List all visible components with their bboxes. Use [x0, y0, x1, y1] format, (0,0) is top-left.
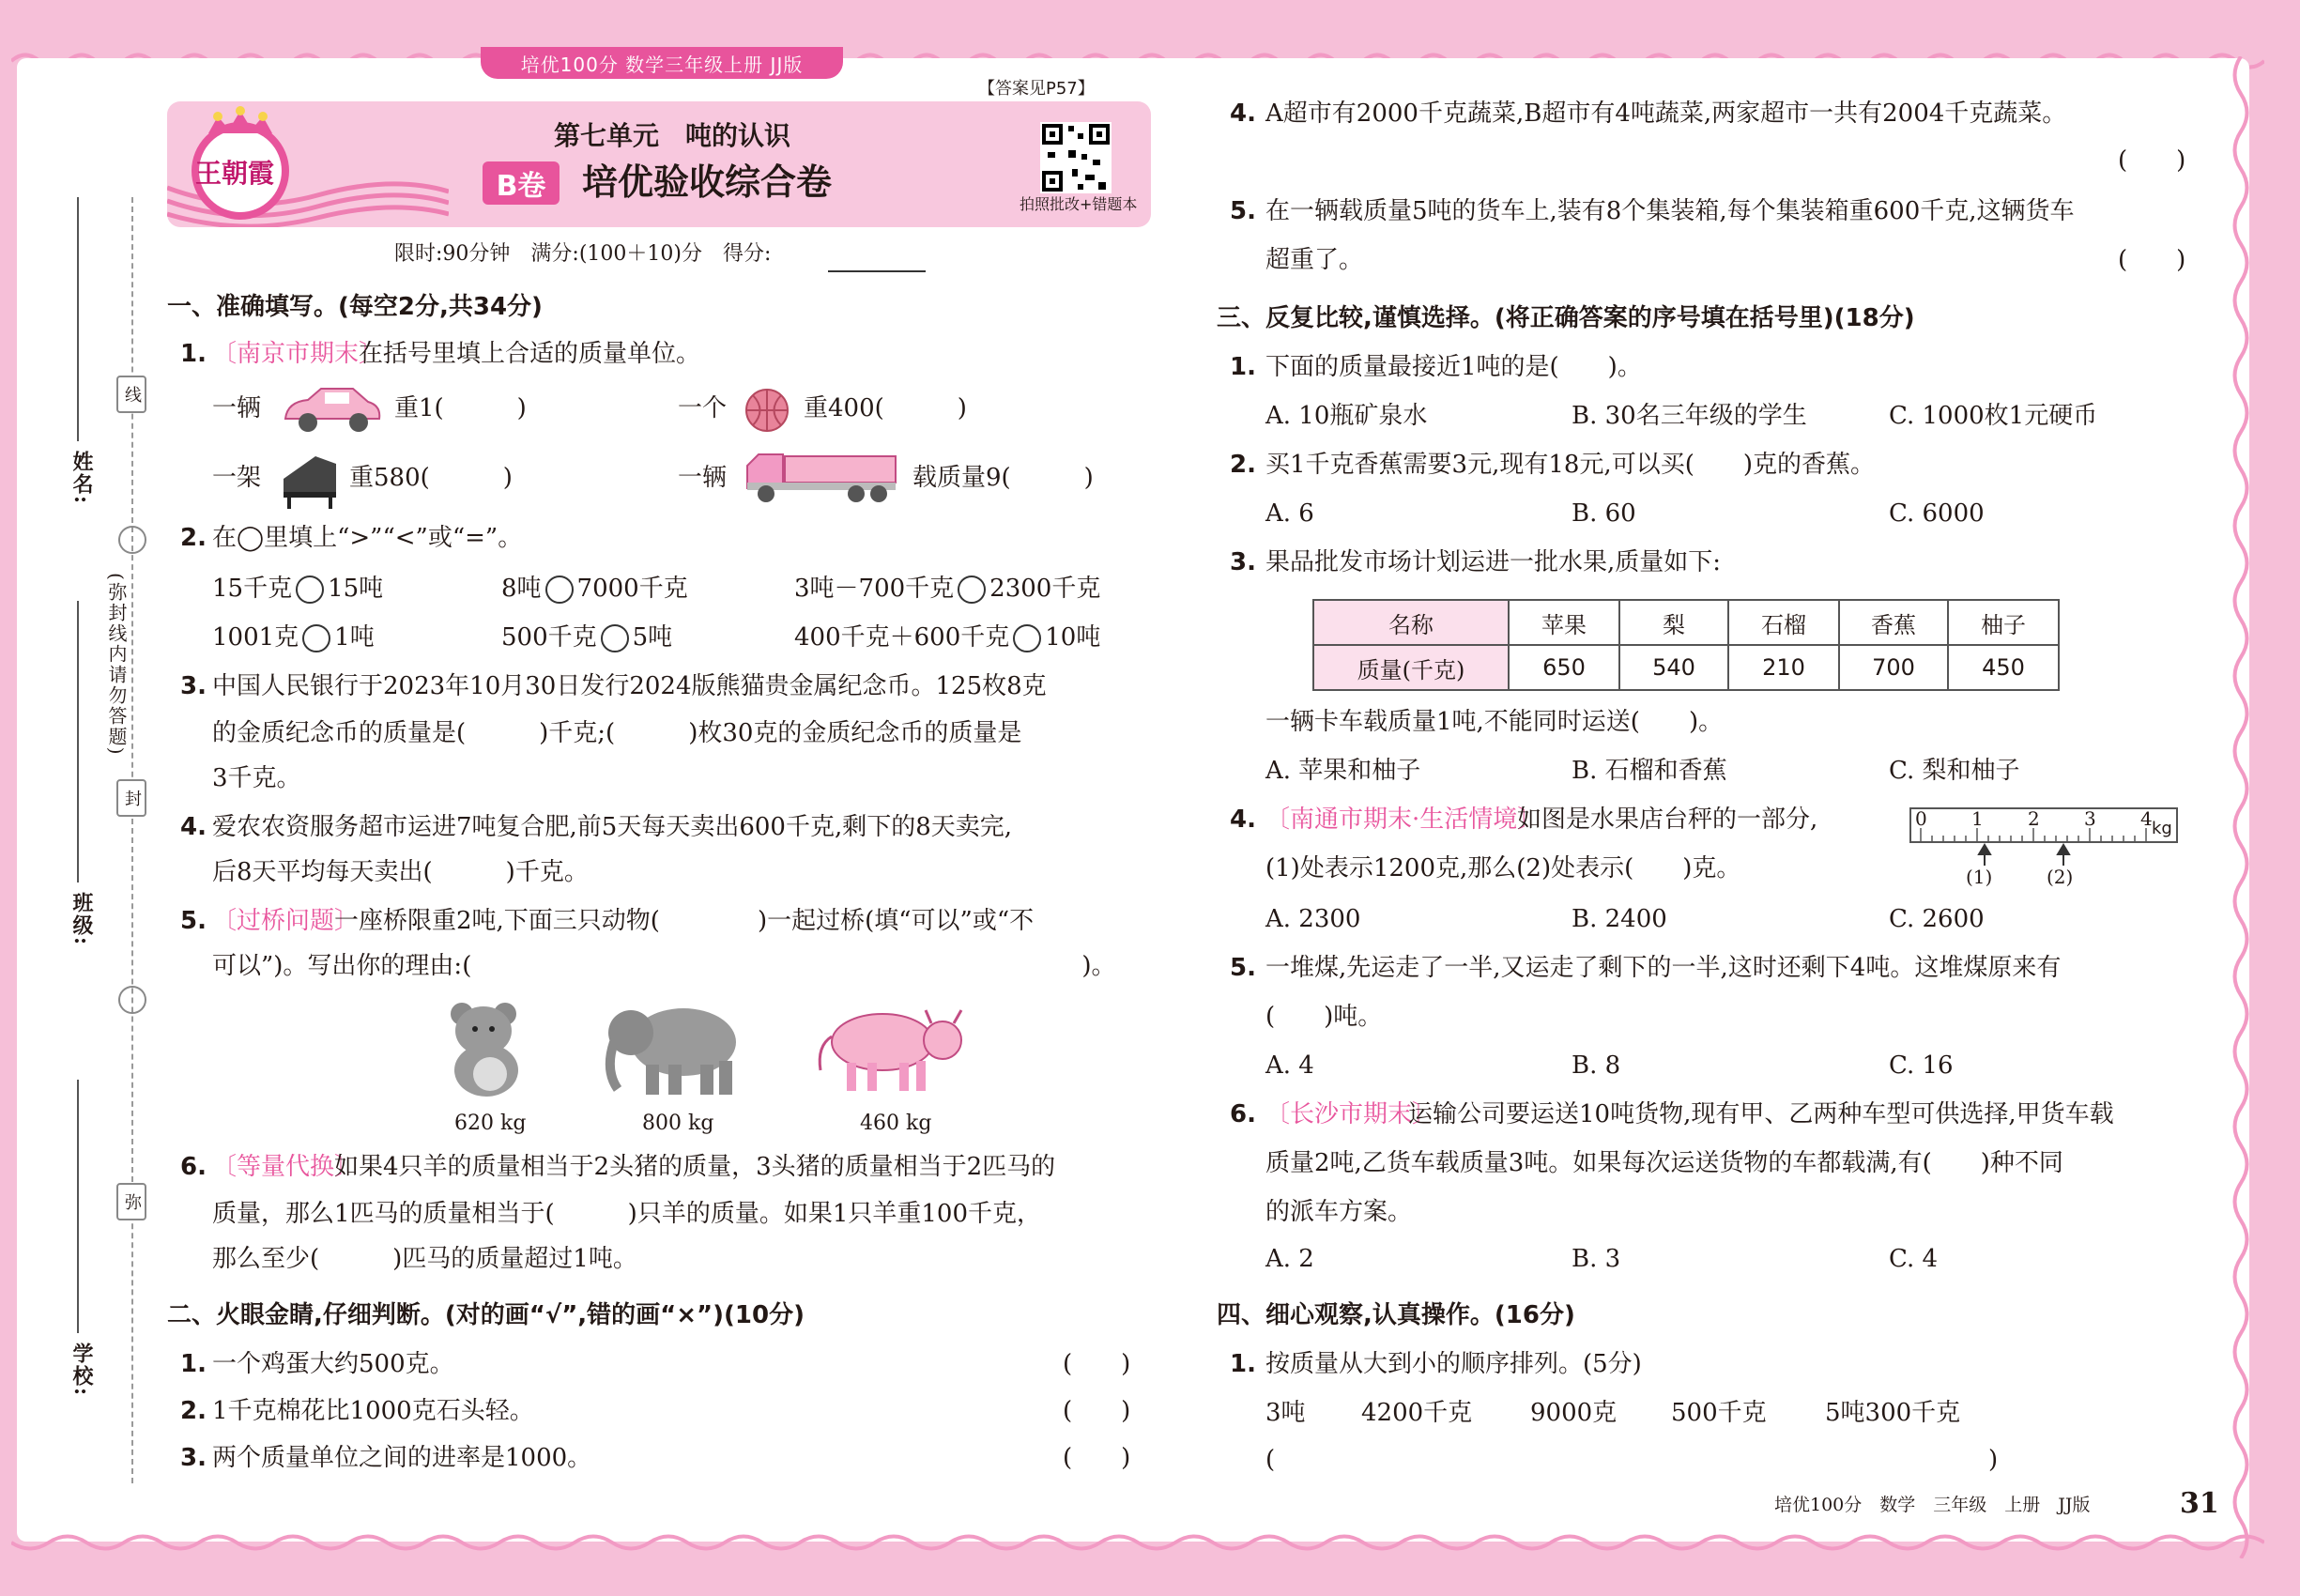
- compare-d-right: 1吨: [334, 623, 375, 652]
- compare-circle[interactable]: [545, 575, 574, 604]
- table-cell: 质量(千克): [1313, 645, 1509, 690]
- scale-tick: 4: [2140, 807, 2153, 830]
- s1-q4-num: 4.: [180, 813, 207, 841]
- s1-q2-text: 在◯里填上“>”“<”或“=”。: [212, 524, 523, 552]
- scale-unit: kg: [2152, 819, 2172, 838]
- s3-q6-option-b[interactable]: B. 3: [1572, 1245, 1621, 1273]
- s3-q1-option-c[interactable]: C. 1000枚1元硬币: [1889, 402, 2098, 430]
- school-label: 学校:: [69, 1343, 94, 1398]
- s1-q2-num: 2.: [180, 524, 207, 552]
- ball-label: 一个: [678, 394, 728, 422]
- compare-c-right: 2300千克: [989, 575, 1101, 603]
- exam-meta: 限时:90分钟 满分:(100＋10)分 得分:: [394, 242, 772, 266]
- s2-q1-text: 一个鸡蛋大约500克。: [212, 1350, 454, 1378]
- s2-q3-text: 两个质量单位之间的进率是1000。: [212, 1444, 592, 1472]
- s3-q3-num: 3.: [1230, 548, 1256, 576]
- table-row: [1313, 645, 2059, 690]
- s2-q4-text: A超市有2000千克蔬菜,B超市有4吨蔬菜,两家超市一共有2004千克蔬菜。: [1265, 100, 2067, 128]
- s3-q4-line2: (1)处表示1200克,那么(2)处表示( )克。: [1265, 854, 1741, 882]
- compare-e-left: 500千克: [501, 623, 597, 652]
- s1-q3-line1: 中国人民银行于2023年10月30日发行2024版熊猫贵金属纪念币。125枚8克: [212, 672, 1047, 700]
- compare-b-right: 7000千克: [576, 575, 688, 603]
- cow-icon: [813, 999, 973, 1098]
- s3-q2-text: 买1千克香蕉需要3元,现有18元,可以买( )克的香蕉。: [1265, 451, 1875, 479]
- s2-q2-num: 2.: [180, 1397, 207, 1425]
- s3-q4-line1: 如图是水果店台秤的一部分,: [1517, 806, 1818, 834]
- s3-q4-tag: 〔南通市期末·生活情境〕: [1265, 806, 1542, 834]
- score-blank[interactable]: [828, 270, 926, 272]
- compare-a-left: 15千克: [212, 575, 293, 603]
- s3-q1-option-a[interactable]: A. 10瓶矿泉水: [1265, 402, 1428, 430]
- compare-e: [501, 623, 672, 652]
- table-cell: 450: [1948, 645, 2059, 690]
- s2-q2-text: 1千克棉花比1000克石头轻。: [212, 1397, 534, 1425]
- compare-circle[interactable]: [1013, 624, 1041, 652]
- section1-title: 一、准确填写。(每空2分,共34分): [167, 293, 543, 321]
- footer-series: 培优100分 数学 三年级 上册 JJ版: [1774, 1495, 2091, 1515]
- s1-q6-line2: 质量，那么1匹马的质量相当于( )只羊的质量。如果1只羊重100千克，: [212, 1200, 1041, 1228]
- table-header: 苹果: [1509, 600, 1619, 645]
- s1-q6-tag: 〔等量代换〕: [212, 1153, 360, 1181]
- mi-box: 弥: [116, 1183, 146, 1220]
- s3-q1-text: 下面的质量最接近1吨的是( )。: [1265, 353, 1642, 381]
- feng-box: 封: [116, 779, 146, 817]
- basketball-icon: [744, 387, 790, 434]
- compare-f: [794, 623, 1100, 652]
- compare-d-left: 1001克: [212, 623, 299, 652]
- s3-q6-line1: 运输公司要运送10吨货物,现有甲、乙两种车型可供选择,甲货车载: [1408, 1100, 2114, 1128]
- s3-q2-option-b[interactable]: B. 60: [1572, 499, 1636, 528]
- compare-e-right: 5吨: [632, 623, 673, 652]
- page-number: 31: [2180, 1487, 2219, 1520]
- order-item: 4200千克: [1361, 1399, 1473, 1427]
- compare-f-right: 10吨: [1045, 623, 1101, 652]
- s1-q6-line1: 如果4只羊的质量相当于2头猪的质量，3头猪的质量相当于2匹马的: [334, 1153, 1056, 1181]
- series-tab: 培优100分 数学三年级上册 JJ版: [481, 47, 843, 79]
- s1-q5-num: 5.: [180, 907, 207, 935]
- s1-q5-tag: 〔过桥问题〕: [212, 907, 360, 935]
- s3-q4-option-b[interactable]: B. 2400: [1572, 905, 1667, 933]
- compare-a-right: 15吨: [328, 575, 384, 603]
- s3-q6-option-a[interactable]: A. 2: [1265, 1245, 1314, 1273]
- truck-weight-blank[interactable]: 载质量9( ): [912, 464, 1094, 492]
- s3-q5-option-a[interactable]: A. 4: [1265, 1051, 1314, 1080]
- class-label: 班级:: [69, 892, 94, 947]
- s1-q1-num: 1.: [180, 340, 207, 368]
- name-label: 姓名:: [69, 451, 94, 506]
- s3-q5-line2: ( )吨。: [1265, 1003, 1383, 1031]
- s1-q6-line3: 那么至少( )匹马的质量超过1吨。: [212, 1245, 637, 1273]
- scale-marker-2: (2): [2047, 866, 2074, 888]
- compare-c: [794, 575, 1100, 604]
- elephant-weight: 800 kg: [642, 1112, 714, 1135]
- s2-q2-answer[interactable]: ( ): [1063, 1397, 1131, 1425]
- s2-q4-answer[interactable]: ( ): [2118, 146, 2186, 175]
- table-row: [1313, 600, 2059, 645]
- s3-q6-option-c[interactable]: C. 4: [1889, 1245, 1939, 1273]
- volume-label: B卷: [483, 161, 560, 205]
- car-icon: [280, 385, 383, 436]
- s1-q1-tag: 〔南京市期末〕: [212, 340, 384, 368]
- compare-b: [501, 575, 688, 604]
- right-wave-border: [2227, 56, 2255, 1558]
- s3-q4-option-a[interactable]: A. 2300: [1265, 905, 1361, 933]
- scale-ruler: [1909, 807, 2178, 845]
- s3-q4-option-c[interactable]: C. 2600: [1889, 905, 1985, 933]
- scale-tick: 1: [1971, 807, 1984, 830]
- table-cell: 540: [1619, 645, 1728, 690]
- section3-title: 三、反复比较,谨慎选择。(将正确答案的序号填在括号里)(18分): [1217, 304, 1915, 332]
- xian-box: 线: [116, 376, 146, 413]
- unit-title: 第七单元 吨的认识: [554, 120, 791, 151]
- brand-logo-text: 王朝霞: [195, 158, 275, 189]
- bear-icon: [441, 995, 531, 1098]
- binding-ring: [118, 986, 146, 1014]
- compare-f-left: 400千克＋600千克: [794, 623, 1010, 652]
- answer-ref: 【答案见P57】: [978, 79, 1095, 99]
- s1-q3-line3: 3千克。: [212, 764, 301, 792]
- s2-q5-line2: 超重了。: [1265, 246, 1364, 274]
- cow-weight: 460 kg: [860, 1112, 932, 1135]
- piano-label: 一架: [212, 464, 262, 492]
- compare-a: [212, 575, 383, 604]
- truck-label: 一辆: [678, 464, 728, 492]
- s3-q5-line1: 一堆煤,先运走了一半,又运走了剩下的一半,这时还剩下4吨。这堆煤原来有: [1265, 954, 2062, 982]
- scale-tick: 3: [2084, 807, 2096, 830]
- table-header: 香蕉: [1839, 600, 1948, 645]
- scale-tick: 0: [1915, 807, 1927, 830]
- s3-q2-option-a[interactable]: A. 6: [1265, 499, 1314, 528]
- s3-q6-tag: 〔长沙市期末〕: [1265, 1100, 1437, 1128]
- s3-q4-num: 4.: [1230, 806, 1256, 834]
- s3-q1-num: 1.: [1230, 353, 1256, 381]
- order-item: 3吨: [1265, 1399, 1306, 1427]
- ball-weight-blank[interactable]: 重400( ): [804, 394, 967, 422]
- s3-q5-option-c[interactable]: C. 16: [1889, 1051, 1954, 1080]
- table-cell: 700: [1839, 645, 1948, 690]
- s3-q6-line3: 的派车方案。: [1265, 1198, 1413, 1226]
- s3-q5-option-b[interactable]: B. 8: [1572, 1051, 1621, 1080]
- s3-q5-num: 5.: [1230, 954, 1256, 982]
- order-item: 9000克: [1530, 1399, 1618, 1427]
- table-cell: 210: [1728, 645, 1839, 690]
- bear-weight: 620 kg: [454, 1112, 527, 1135]
- piano-icon: [278, 451, 342, 511]
- s2-q4-num: 4.: [1230, 100, 1256, 128]
- s3-q2-num: 2.: [1230, 451, 1256, 479]
- s3-q1-option-b[interactable]: B. 30名三年级的学生: [1572, 402, 1807, 430]
- fruit-table: [1312, 599, 2060, 691]
- table-header: 梨: [1619, 600, 1728, 645]
- compare-circle[interactable]: [601, 624, 629, 652]
- s3-q3-text: 果品批发市场计划运进一批水果,质量如下:: [1265, 548, 1722, 576]
- s1-q4-line2: 后8天平均每天卖出( )千克。: [212, 858, 589, 886]
- section2-title: 二、火眼金睛,仔细判断。(对的画“√”,错的画“×”)(10分): [167, 1301, 805, 1329]
- s2-q3-num: 3.: [180, 1444, 207, 1472]
- table-header: 名称: [1313, 600, 1509, 645]
- s3-q3-option-c[interactable]: C. 梨和柚子: [1889, 757, 2020, 785]
- car-weight-blank[interactable]: 重1( ): [394, 394, 527, 422]
- compare-circle[interactable]: [296, 575, 324, 604]
- s2-q1-num: 1.: [180, 1350, 207, 1378]
- table-header: 石榴: [1728, 600, 1839, 645]
- s1-q5-line1: 一座桥限重2吨,下面三只动物( )一起过桥(填“可以”或“不: [334, 907, 1035, 935]
- s2-q1-answer[interactable]: ( ): [1063, 1350, 1131, 1378]
- s2-q5-answer[interactable]: ( ): [2118, 246, 2186, 274]
- order-answer-close[interactable]: ): [1988, 1446, 1999, 1474]
- s3-q6-num: 6.: [1230, 1100, 1256, 1128]
- bottom-wave-border: [11, 1528, 2264, 1557]
- arrow-up-icon: [2054, 843, 2073, 866]
- s1-q5-line2: 可以”)。写出你的理由:( )。: [212, 952, 1116, 980]
- order-answer-open[interactable]: (: [1265, 1446, 1276, 1474]
- s2-q5-num: 5.: [1230, 197, 1256, 225]
- qr-code-icon[interactable]: [1040, 122, 1112, 193]
- section4-title: 四、细心观察,认真操作。(16分): [1217, 1301, 1575, 1329]
- truck-icon: [744, 447, 899, 507]
- s3-q3-option-a[interactable]: A. 苹果和柚子: [1265, 757, 1421, 785]
- table-cell: 650: [1509, 645, 1619, 690]
- compare-circle[interactable]: [302, 624, 330, 652]
- s4-q1-text: 按质量从大到小的顺序排列。(5分): [1265, 1350, 1642, 1378]
- binding-note: (弥封线内请勿答题): [105, 573, 128, 757]
- s1-q3-line2: 的金质纪念币的质量是( )千克;( )枚30克的金质纪念币的质量是: [212, 719, 1022, 747]
- s3-q3-option-b[interactable]: B. 石榴和香蕉: [1572, 757, 1727, 785]
- s2-q3-answer[interactable]: ( ): [1063, 1444, 1131, 1472]
- order-item: 5吨300千克: [1825, 1399, 1961, 1427]
- order-item: 500千克: [1671, 1399, 1767, 1427]
- compare-b-left: 8吨: [501, 575, 542, 603]
- s1-q4-line1: 爱农农资服务超市运进7吨复合肥,前5天每天卖出600千克,剩下的8天卖完,: [212, 813, 1013, 841]
- compare-d: [212, 623, 375, 652]
- table-header: 柚子: [1948, 600, 2059, 645]
- scale-tick: 2: [2028, 807, 2040, 830]
- piano-weight-blank[interactable]: 重580( ): [349, 464, 513, 492]
- class-blank: [77, 601, 79, 882]
- binding-ring: [118, 526, 146, 554]
- arrow-up-icon: [1975, 843, 1994, 866]
- qr-caption: 拍照批改+错题本: [1020, 195, 1138, 213]
- elephant-icon: [597, 995, 747, 1098]
- compare-c-left: 3吨－700千克: [794, 575, 955, 603]
- s3-q3-text2: 一辆卡车载质量1吨,不能同时运送( )。: [1265, 708, 1724, 736]
- s3-q6-line2: 质量2吨,乙货车载质量3吨。如果每次运送货物的车都载满,有( )种不同: [1265, 1149, 2063, 1177]
- scale-marker-1: (1): [1966, 866, 1993, 888]
- car-label: 一辆: [212, 394, 262, 422]
- compare-circle[interactable]: [958, 575, 986, 604]
- s1-q1-text: 在括号里填上合适的质量单位。: [359, 340, 701, 368]
- s4-q1-num: 1.: [1230, 1350, 1256, 1378]
- volume-title: 培优验收综合卷: [582, 161, 833, 203]
- s1-q3-num: 3.: [180, 672, 207, 700]
- s2-q5-line1: 在一辆载质量5吨的货车上,装有8个集装箱,每个集装箱重600千克,这辆货车: [1265, 197, 2075, 225]
- s3-q2-option-c[interactable]: C. 6000: [1889, 499, 1985, 528]
- s1-q6-num: 6.: [180, 1153, 207, 1181]
- name-blank: [77, 197, 79, 441]
- school-blank: [77, 1080, 79, 1333]
